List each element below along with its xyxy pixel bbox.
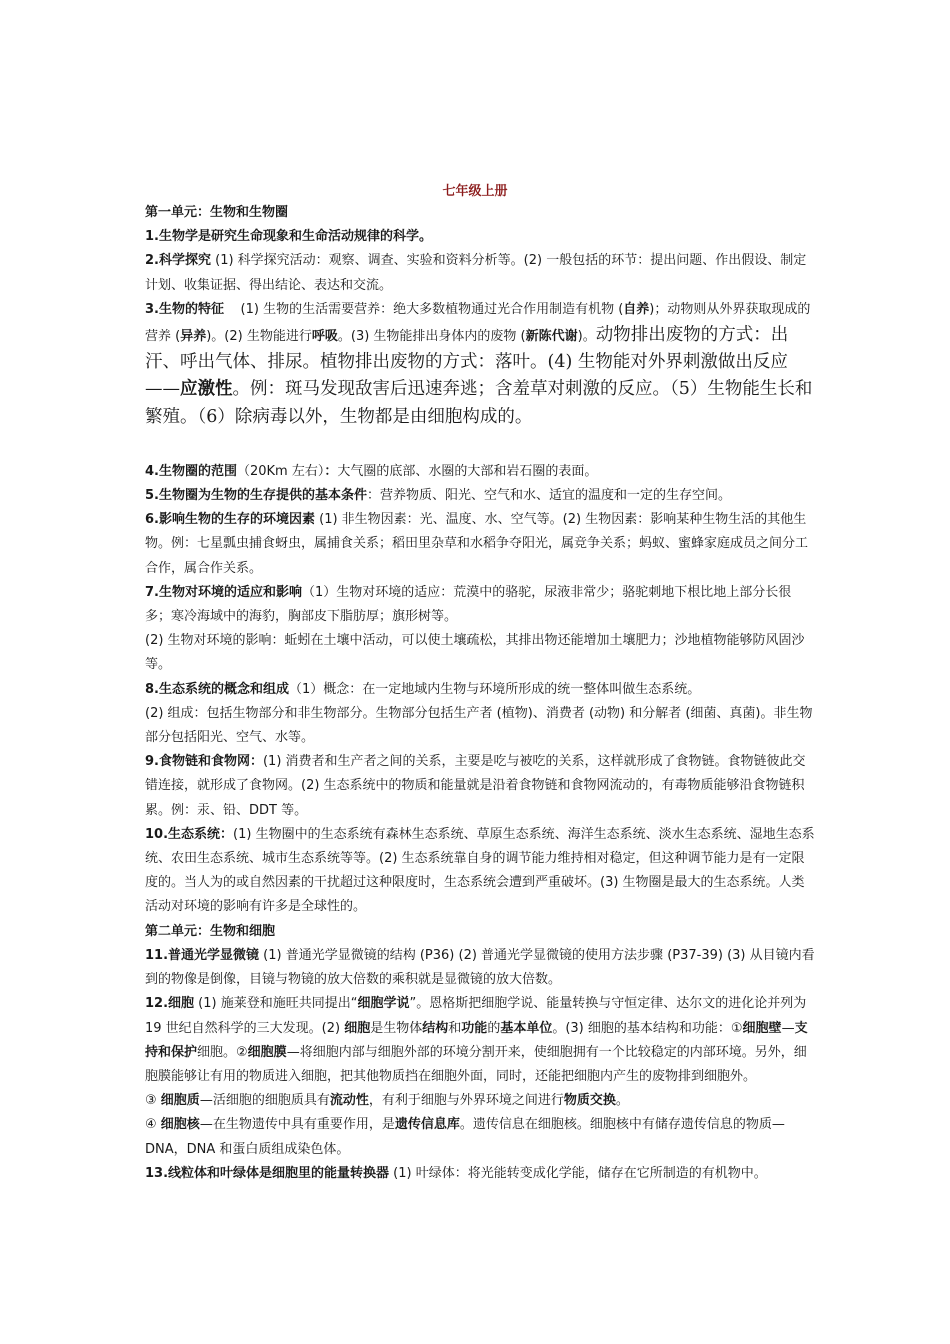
paragraph-5-head: 5.生物圈为生物的生存提供的基本条件 <box>145 488 367 504</box>
p12-t4: 和 <box>448 1020 462 1036</box>
paragraph-8 <box>145 678 815 702</box>
paragraph-1 <box>145 225 815 249</box>
paragraph-13 <box>145 1162 815 1186</box>
unit-heading-1 <box>145 201 815 225</box>
p12-b4: 功能 <box>461 1020 488 1036</box>
paragraph-3-bold-3: 呼吸 <box>311 329 338 345</box>
p12-b1: 细胞学说 <box>357 996 410 1012</box>
paragraph-3-text-3: )。(2) 生物能进行 <box>206 329 312 345</box>
p12-b5: 基本单位 <box>500 1020 553 1036</box>
unit-heading-2-text: 第二单元：生物和细胞 <box>145 923 276 939</box>
p12c-t4: 。 <box>615 1093 629 1109</box>
paragraph-11 <box>145 944 815 992</box>
p12-t1: (1) 施莱登和施旺共同提出“ <box>198 996 358 1012</box>
unit-heading-1-text: 第一单元：生物和生物圈 <box>145 205 289 220</box>
paragraph-4-head: 4.生物圈的范围 <box>145 463 237 479</box>
p12-t8: 细胞。② <box>197 1044 248 1060</box>
paragraph-4-range: （20Km 左右） <box>236 463 325 479</box>
paragraph-9 <box>145 750 815 823</box>
blank-line <box>145 431 815 460</box>
paragraph-9-head: 9.食物链和食物网： <box>145 754 263 770</box>
p12c-t3: ，有利于细胞与外界环境之间进行 <box>368 1093 564 1109</box>
p12c-b3: 物质交换 <box>563 1093 616 1109</box>
paragraph-11-text: (1) 普通光学显微镜的结构 (P36) (2) 普通光学显微镜的使用方法步骤 (P37-39) (3) 从目镜内看到的物像是倒像，目镜与物镜的放大倍数的乘积就是显微镜的放大倍数。 <box>145 947 815 988</box>
paragraph-3-bold-4: 新陈代谢 <box>525 329 578 345</box>
paragraph-12d <box>145 1113 815 1161</box>
paragraph-7-text: （1）生物对环境的适应：荒漠中的骆驼，尿液非常少；骆驼刺地下根比地上部分长很多；寒冷海域中的海豹，胸部皮下脂肪厚；旗形树等。 <box>145 584 792 625</box>
paragraph-8-head: 8.生态系统的概念和组成 <box>145 681 289 697</box>
p12-t5: 的 <box>487 1020 501 1036</box>
p12-b3: 结构 <box>422 1020 449 1036</box>
paragraph-3-serif-1: 动物排出废物的方式：出汗、呼出气体、排尿。植物排出废物的方式：落叶。(4) 生物能对外界刺激做出反应—— <box>145 325 789 400</box>
p12d-b2: 遗传信息库 <box>394 1117 460 1133</box>
paragraph-8b: (2) 组成：包括生物部分和非生物部分。生物部分包括生产者 (植物)、消费者 (动物) 和分解者 (细菌、真菌)。非生物部分包括阳光、空气、水等。 <box>145 705 813 746</box>
unit-heading-2 <box>145 920 815 944</box>
p12-b2: 细胞 <box>344 1020 371 1036</box>
paragraph-3-serif-bold: 应激性 <box>180 379 233 400</box>
paragraph-12c <box>145 1089 815 1113</box>
paragraph-9-text: (1) 消费者和生产者之间的关系，主要是吃与被吃的关系，这样就形成了食物链。食物链彼此交错连接，就形成了食物网。(2) 生态系统中的物质和能量就是沿着食物链和食物网流动的，有毒物质能够沿食物链积累。例：汞、铅、DDT 等。 <box>145 754 806 818</box>
paragraph-3-head: 3.生物的特征 <box>145 301 224 317</box>
p12-t7: — <box>781 1020 795 1036</box>
paragraph-8-text: （1）概念：在一定地域内生物与环境所形成的统一整体叫做生态系统。 <box>288 681 701 697</box>
p12d-t3: 。遗传信息在细胞核。细胞核中有储存遗传信息的物质—DNA，DNA 和蛋白质组成染色体。 <box>145 1117 785 1157</box>
p12c-b2: 流动性 <box>329 1093 369 1109</box>
paragraph-11-head: 11.普通光学显微镜 <box>145 947 260 963</box>
p12-t9: —将细胞内部与细胞外部的环境分割开来，使细胞拥有一个比较稳定的内部环境。另外，细胞膜能够让有用的物质进入细胞，把其他物质挡在细胞外面，同时，还能把细胞内产生的废物排到细胞外。 <box>145 1044 807 1084</box>
paragraph-4-colon: ： <box>324 463 338 479</box>
page-title: 七年级上册 <box>442 184 508 199</box>
paragraph-4 <box>145 460 815 484</box>
paragraph-3-text-5: )。 <box>577 329 596 345</box>
paragraph-2-text: (1) 科学探究活动：观察、调查、实验和资料分析等。(2) 一般包括的环节：提出问题、作出假设、制定计划、收集证据、得出结论、表达和交流。 <box>145 253 807 293</box>
p12-b8: 细胞膜 <box>247 1044 287 1060</box>
paragraph-3-bold-2: 异养 <box>180 329 207 345</box>
document-body <box>145 201 815 1186</box>
paragraph-6-text: (1) 非生物因素：光、温度、水、空气等。(2) 生物因素：影响某种生物生活的其他生物。例：七星瓢虫捕食蚜虫，属捕食关系；稻田里杂草和水稻争夺阳光，属竞争关系；蚂蚁、蜜蜂家庭成员之间分工合作，属合作关系。 <box>145 512 809 576</box>
paragraph-13-text: (1) 叶绿体：将光能转变成化学能，储存在它所制造的有机物中。 <box>393 1165 767 1181</box>
paragraph-10-head: 10.生态系统： <box>145 826 234 842</box>
paragraph-10-text: (1) 生物圈中的生态系统有森林生态系统、草原生态系统、海洋生态系统、淡水生态系统、湿地生态系统、农田生态系统、城市生态系统等等。(2) 生态系统靠自身的调节能力维持相对稳定，但这种调节能力是有一定限度的。当人为的或自然因素的干扰超过这种限度时，生态系统会遭到严重破坏。(3) 生物圈是最大的生态系统。人类活动对环境的影响有许多是全球性的。 <box>145 826 815 915</box>
p12-t3: 是生物体 <box>370 1020 423 1036</box>
p12-t6: 。(3) 细胞的基本结构和功能：① <box>552 1020 743 1036</box>
p12-b7: 支持和保护 <box>145 1020 808 1060</box>
p12c-b1: 细胞质 <box>160 1093 200 1109</box>
p12d-b1: 细胞核 <box>160 1117 200 1133</box>
p12-t2: ”。恩格斯把细胞学说、能量转换与守恒定律、达尔文的进化论并列为 19 世纪自然科学的三大发现。(2) <box>145 996 807 1036</box>
paragraph-5-text: ：营养物质、阳光、空气和水、适宜的温度和一定的生存空间。 <box>366 488 731 504</box>
paragraph-6 <box>145 508 815 581</box>
paragraph-3-text-4: 。(3) 生物能排出身体内的废物 ( <box>337 329 526 345</box>
paragraph-6-head: 6.影响生物的生存的环境因素 <box>145 512 315 528</box>
paragraph-3-text-1: (1) 生物的生活需要营养：绝大多数植物通过光合作用制造有机物 ( <box>240 301 624 317</box>
paragraph-7-head: 7.生物对环境的适应和影响 <box>145 584 302 600</box>
paragraph-13-head: 13.线粒体和叶绿体是细胞里的能量转换器 <box>145 1165 390 1181</box>
p12-b6: 细胞壁 <box>742 1020 782 1036</box>
paragraph-7b: (2) 生物对环境的影响：蚯蚓在土壤中活动，可以使土壤疏松，其排出物还能增加土壤肥力；沙地植物能够防风固沙等。 <box>145 633 805 673</box>
paragraph-12 <box>145 992 815 1089</box>
p12d-t1: ④ <box>145 1117 161 1133</box>
paragraph-12-head: 12.细胞 <box>145 996 195 1012</box>
paragraph-2-head: 2.科学探究 <box>145 253 211 269</box>
p12d-t2: —在生物遗传中具有重要作用，是 <box>199 1117 395 1133</box>
paragraph-4-text: 大气圈的底部、水圈的大部和岩石圈的表面。 <box>337 463 598 479</box>
paragraph-3 <box>145 298 815 431</box>
paragraph-3-text-2: )；动物则从外界获取现成的营养 ( <box>145 301 811 345</box>
paragraph-2 <box>145 249 815 297</box>
p12c-t1: ③ <box>145 1093 161 1109</box>
paragraph-7 <box>145 581 815 629</box>
p12c-t2: —活细胞的细胞质具有 <box>199 1093 330 1109</box>
paragraph-5 <box>145 484 815 508</box>
paragraph-3-serif-2: 。例：斑马发现敌害后迅速奔逃；含羞草对刺激的反应。（5）生物能生长和繁殖。（6）除病毒以外，生物都是由细胞构成的。 <box>145 379 813 427</box>
paragraph-3-bold-1: 自养 <box>623 301 650 317</box>
paragraph-1-text: 1.生物学是研究生命现象和生命活动规律的科学。 <box>145 229 432 245</box>
paragraph-10 <box>145 823 815 920</box>
